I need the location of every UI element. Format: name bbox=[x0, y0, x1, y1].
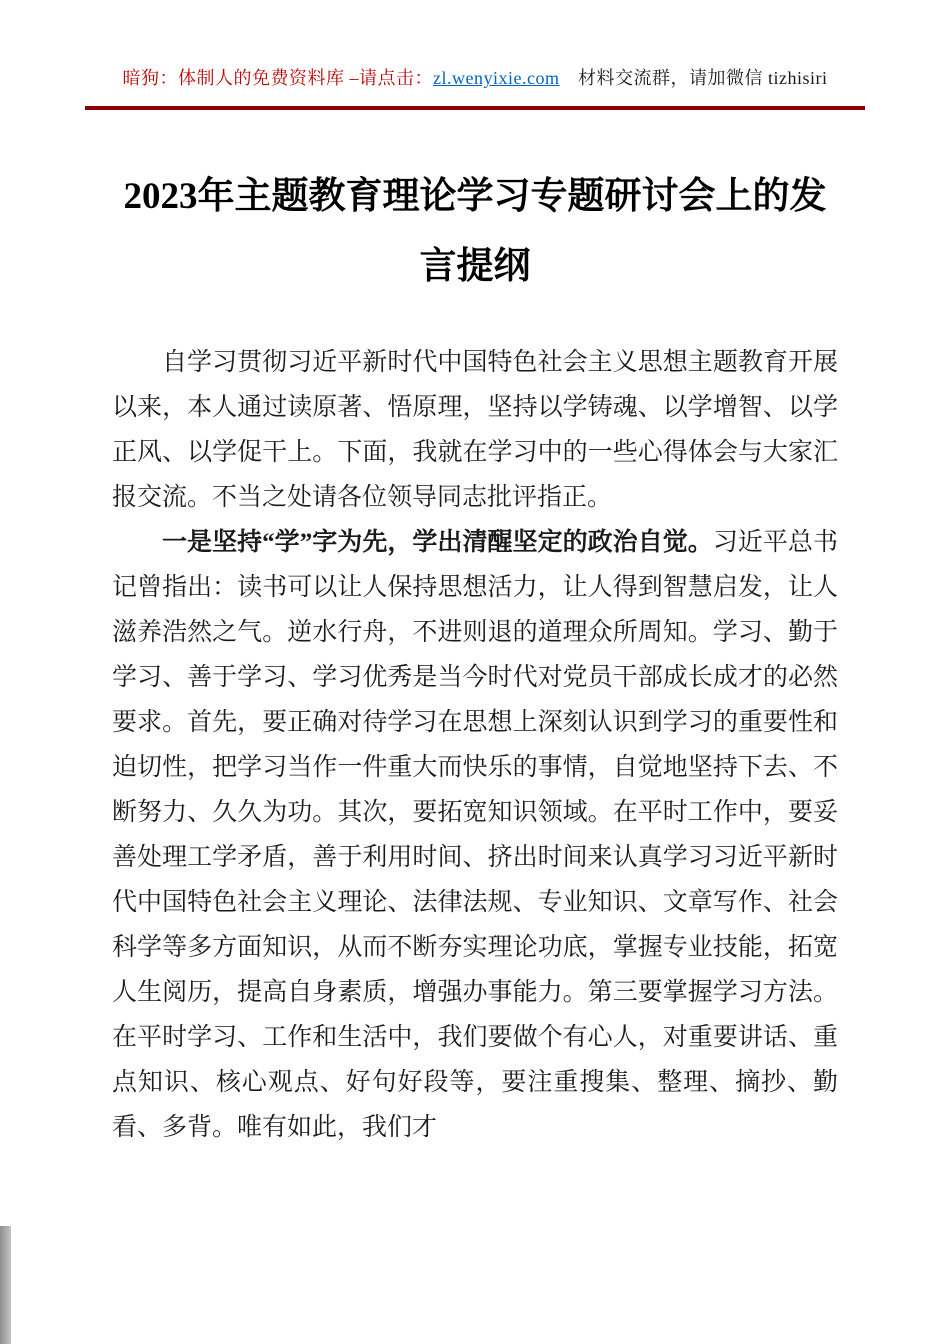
header-link[interactable]: zl.wenyixie.com bbox=[433, 68, 560, 88]
paragraph-point-one bbox=[112, 520, 838, 1150]
document-body bbox=[112, 340, 838, 1150]
paragraph-intro-text: 自学习贯彻习近平新时代中国特色社会主义思想主题教育开展以来，本人通过读原著、悟原理，坚持以学铸魂、以学增智、以学正风、以学促干上。下面，我就在学习中的一些心得体会与大家汇报交流。不当之处请各位领导同志批评指正。 bbox=[112, 349, 838, 511]
header-site-label: 暗狗：体制人的免费资料库 bbox=[122, 68, 345, 88]
header-click-prompt: –请点击： bbox=[344, 68, 434, 88]
page-header bbox=[0, 0, 950, 90]
header-group-text: 材料交流群，请加微信 tizhisiri bbox=[559, 68, 828, 88]
scan-edge-artifact bbox=[0, 1226, 11, 1344]
paragraph-intro bbox=[112, 340, 838, 520]
paragraph-point-one-text: 习近平总书记曾指出：读书可以让人保持思想活力，让人得到智慧启发，让人滋养浩然之气。逆水行舟，不进则退的道理众所周知。学习、勤于学习、善于学习、学习优秀是当今时代对党员干部成长成才的必然要求。首先，要正确对待学习在思想上深刻认识到学习的重要性和迫切性，把学习当作一件重大而快乐的事情，自觉地坚持下去、不断努力、久久为功。其次，要拓宽知识领域。在平时工作中，要妥善处理工学矛盾，善于利用时间、挤出时间来认真学习习近平新时代中国特色社会主义理论、法律法规、专业知识、文章写作、社会科学等多方面知识，从而不断夯实理论功底，掌握专业技能，拓宽人生阅历，提高自身素质，增强办事能力。第三要掌握学习方法。在平时学习、工作和生活中，我们要做个有心人，对重要讲话、重点知识、核心观点、好句好段等，要注重搜集、整理、摘抄、勤看、多背。唯有如此，我们才 bbox=[112, 529, 838, 1141]
paragraph-point-one-lead: 一是坚持“学”字为先，学出清醒坚定的政治自觉。 bbox=[162, 529, 713, 556]
header-divider-rule bbox=[85, 106, 865, 110]
document-title: 2023年主题教育理论学习专题研讨会上的发言提纲 bbox=[123, 176, 827, 287]
